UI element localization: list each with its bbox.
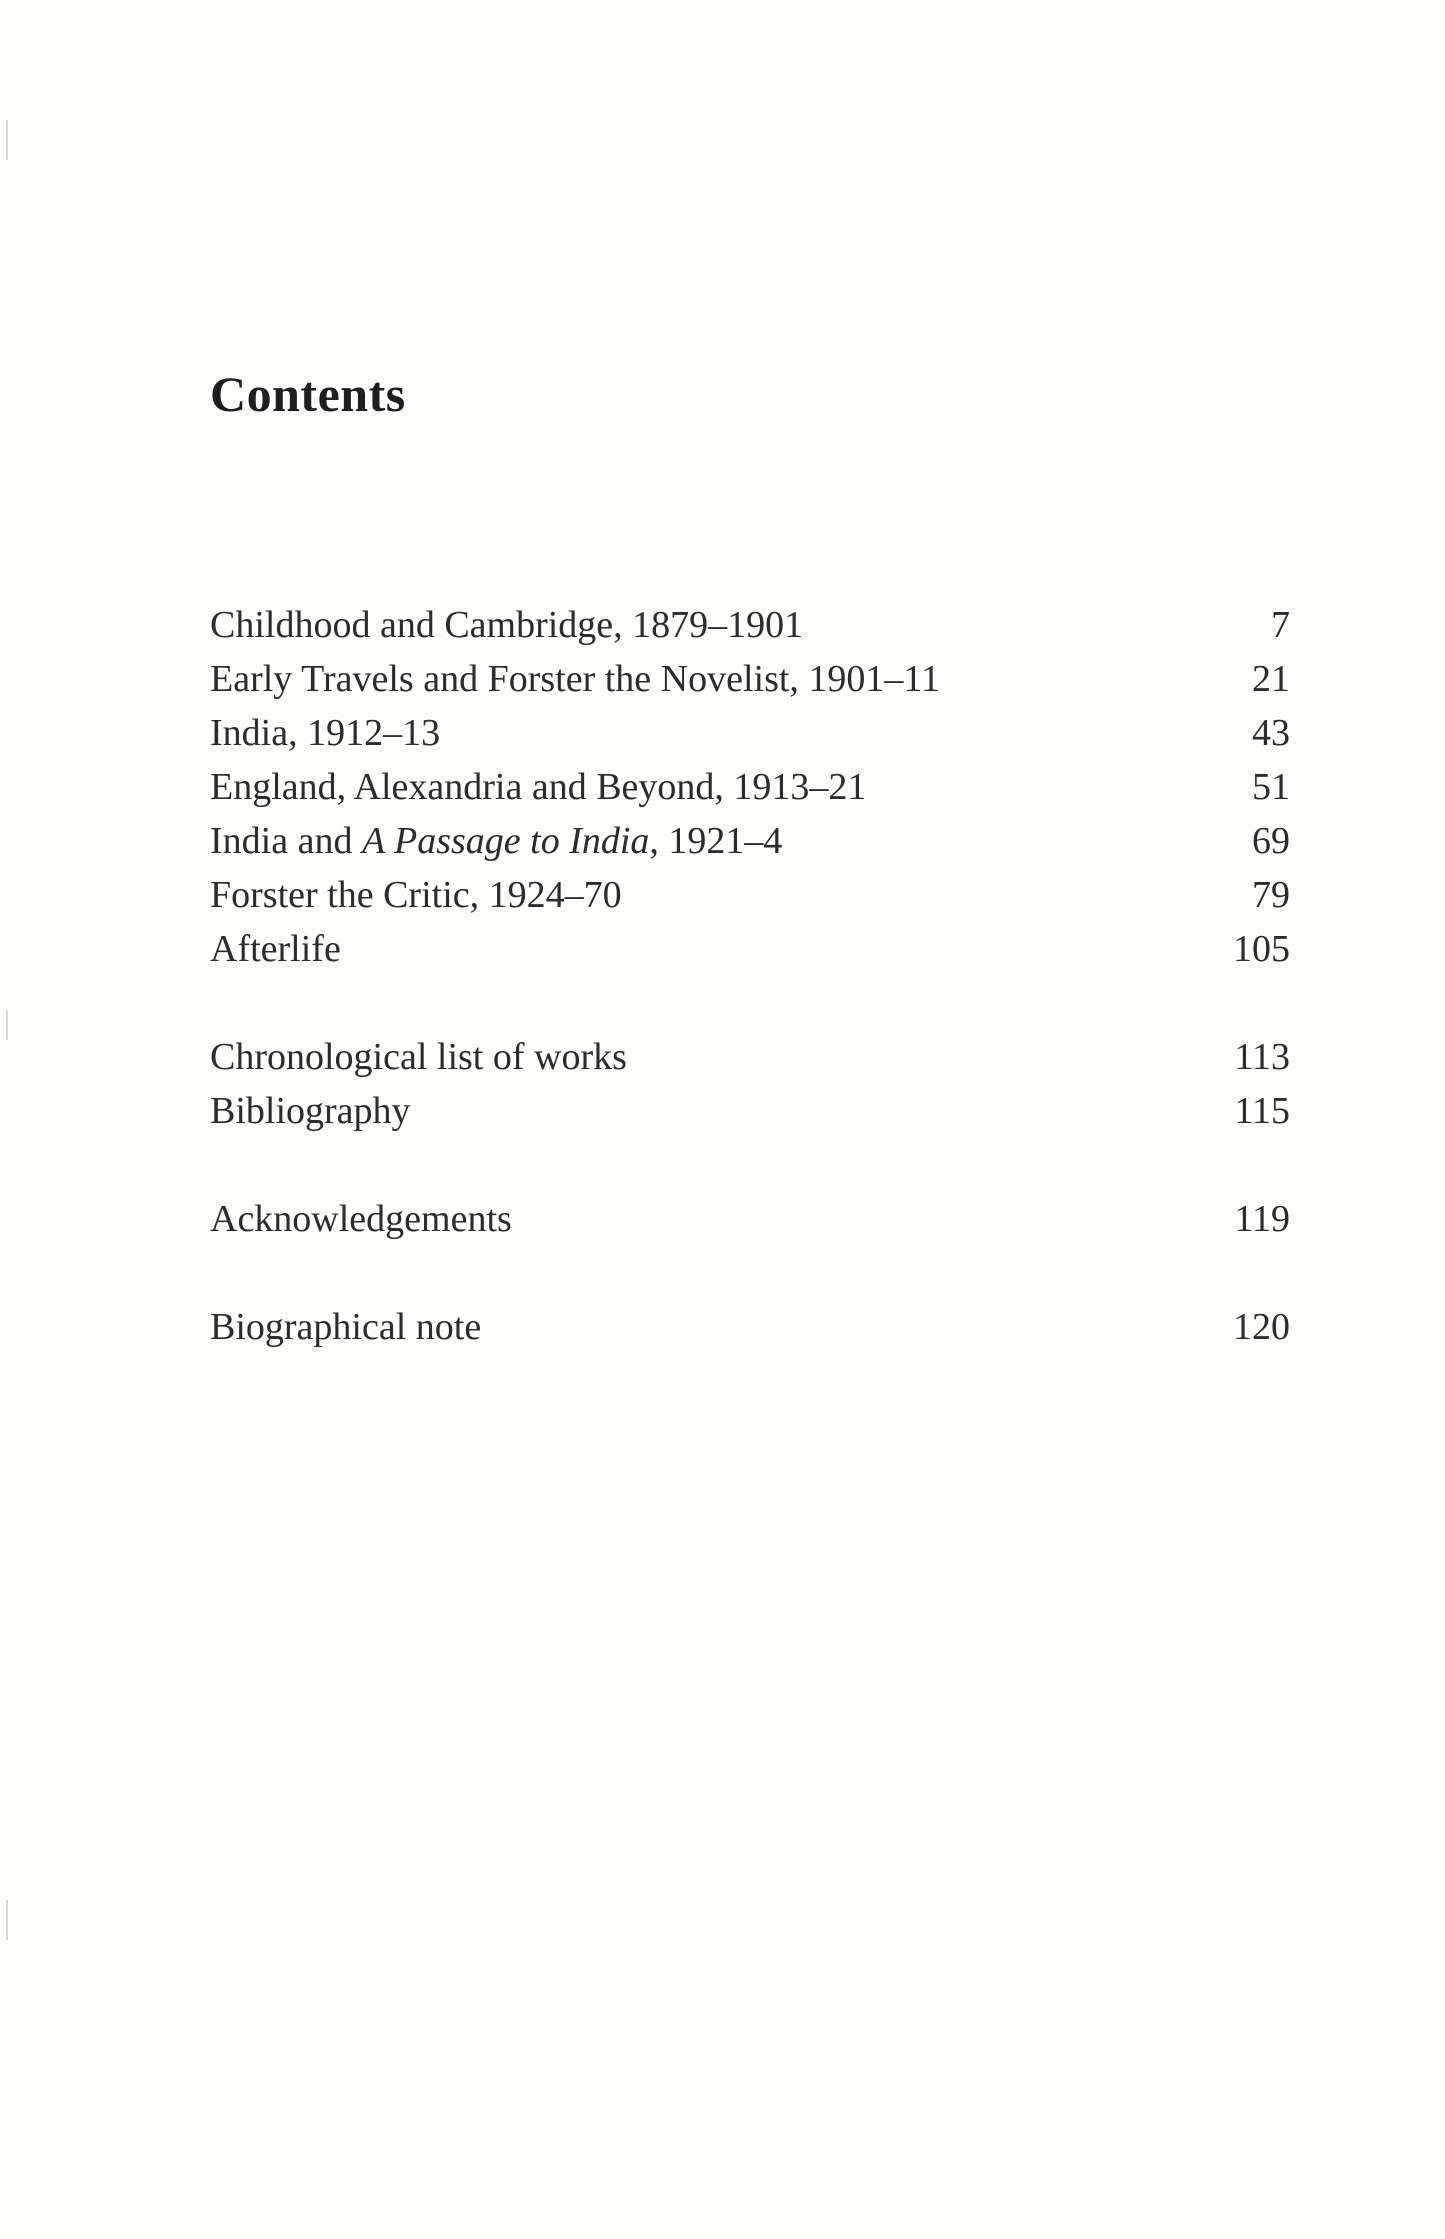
toc-entry-page: 105 (1233, 928, 1290, 970)
toc-entry[interactable] (210, 868, 1290, 922)
toc-entry-label: Acknowledgements (210, 1198, 512, 1240)
toc-entry[interactable] (210, 814, 1290, 868)
toc-entry-label: Afterlife (210, 928, 341, 970)
toc-entry-label: England, Alexandria and Beyond, 1913–21 (210, 766, 867, 808)
toc-group-acknowledgements (210, 1192, 1290, 1246)
toc-group-chapters (210, 598, 1290, 976)
toc-entry[interactable] (210, 1300, 1290, 1354)
toc-entry-page: 79 (1252, 874, 1290, 916)
toc-entry-label: Forster the Critic, 1924–70 (210, 874, 622, 916)
scan-edge-mark (6, 1010, 8, 1040)
toc-entry-label: Biographical note (210, 1306, 482, 1348)
toc-entry-label: Childhood and Cambridge, 1879–1901 (210, 604, 804, 646)
toc-entry-label-pre: India and (210, 820, 362, 862)
toc-entry-page: 119 (1234, 1198, 1290, 1240)
toc-entry-label (210, 814, 782, 868)
table-of-contents (210, 598, 1290, 1408)
toc-entry-page: 69 (1252, 820, 1290, 862)
toc-entry-label: Chronological list of works (210, 1036, 627, 1078)
toc-entry-page: 113 (1234, 1036, 1290, 1078)
toc-entry-page: 7 (1271, 604, 1290, 646)
toc-entry-label: Bibliography (210, 1090, 411, 1132)
toc-entry-page: 43 (1252, 712, 1290, 754)
toc-group-back-matter (210, 1030, 1290, 1138)
toc-entry-page: 21 (1252, 658, 1290, 700)
scan-edge-mark (6, 1900, 8, 1940)
toc-entry[interactable] (210, 652, 1290, 706)
toc-entry-label-italic: A Passage to India (361, 820, 650, 862)
scan-edge-mark (6, 120, 8, 160)
toc-entry-page: 120 (1233, 1306, 1290, 1348)
toc-entry-page: 115 (1234, 1090, 1290, 1132)
toc-entry[interactable] (210, 1192, 1290, 1246)
toc-entry[interactable] (210, 1030, 1290, 1084)
toc-entry[interactable] (210, 760, 1290, 814)
page-title: Contents (210, 366, 406, 422)
toc-entry-label-post: , 1921–4 (649, 820, 783, 862)
toc-entry[interactable] (210, 706, 1290, 760)
toc-entry[interactable] (210, 598, 1290, 652)
toc-entry-label: India, 1912–13 (210, 712, 441, 754)
toc-entry[interactable] (210, 1084, 1290, 1138)
toc-entry-label: Early Travels and Forster the Novelist, 1901–11 (210, 658, 941, 700)
toc-group-biographical-note (210, 1300, 1290, 1354)
toc-entry[interactable] (210, 922, 1290, 976)
toc-entry-page: 51 (1252, 766, 1290, 808)
